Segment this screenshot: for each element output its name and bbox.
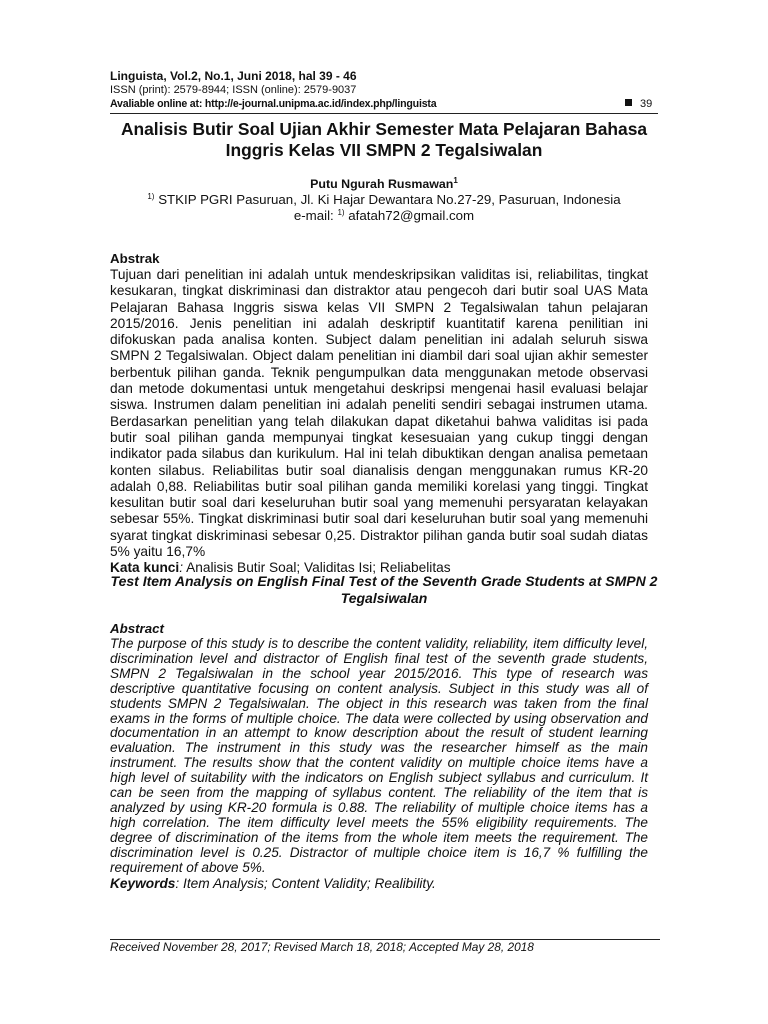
journal-online-url: Avaliable online at: http://e-journal.unipma.ac.id/index.php/linguista — [110, 98, 437, 110]
email-superscript: 1) — [337, 208, 345, 217]
affiliation-line — [110, 192, 658, 208]
email-address: afatah72@gmail.com — [348, 208, 475, 223]
journal-citation: Linguista, Vol.2, No.1, Juni 2018, hal 39 - 46 — [110, 69, 357, 83]
abstrak-body: Tujuan dari penelitian ini adalah untuk mendeskripsikan validitas isi, reliabilitas, tingkat kesukaran, tingkat diskriminasi dan distraktor atau pengecoh dari butir soal UAS Mata Pelajaran Bahasa Inggris siswa kelas VII SMPN 2 Tegalsiwalan tahun pelajaran 2015/2016. Jenis penelitian ini adalah deskriptif kuantitatif karena penilitian ini difokuskan pada analisa konten. Subject dalam penelitian ini adalah seluruh siswa SMPN 2 Tegalsiwalan. Object dalam penelitian ini diambil dari soal ujian akhir semester berbentuk pilihan ganda. Teknik pengumpulkan data menggunakan metode observasi dan metode dokumentasi untuk mengetahui deskripsi mengenai hasil evaluasi belajar siswa. Instrumen dalam penelitian ini adalah peneliti sendiri sebagai instrumen utama. Berdasarkan penelitian yang telah dilakukan dapat diketahui bahwa validitas isi pada butir soal pilihan ganda mempunyai tingkat kesesuaian yang cukup tinggi dengan indikator pada silabus dan kurikulum. Hal ini telah dibuktikan dengan analisa pemetaan konten silabus. Reliabilitas butir soal dianalisis dengan menggunakan rumus KR-20 adalah 0,88. Reliabilitas butir soal pilihan ganda memiliki korelasi yang tinggi. Tingkat kesulitan butir soal dari keseluruhan butir soal yang memenuhi persyaratan kelayakan sebesar 55%. Tingkat diskriminasi butir soal dari keseluruhan butir soal yang memenuhi syarat tingkat diskriminasi sebesar 0,25. Distraktor pilihan ganda butir soal sudah diatas 5% yaitu 16,7% — [110, 267, 648, 560]
abstract-section — [110, 621, 648, 892]
keywords-line — [110, 876, 648, 892]
keywords-values: : Item Analysis; Content Validity; Realibility. — [175, 875, 436, 891]
received-history: Received November 28, 2017; Revised March 18, 2018; Accepted May 28, 2018 — [110, 940, 534, 954]
email-line — [110, 208, 658, 224]
page-number-value: 39 — [640, 98, 653, 110]
english-title: Test Item Analysis on English Final Test of the Seventh Grade Students at SMPN 2 Tegalsiwalan — [110, 573, 658, 606]
journal-issn: ISSN (print): 2579-8944; ISSN (online): 2579-9037 — [110, 84, 357, 96]
email-label: e-mail: — [293, 208, 334, 223]
abstrak-section — [110, 251, 648, 577]
article-title: Analisis Butir Soal Ujian Akhir Semester Mata Pelajaran Bahasa Inggris Kelas VII SMPN 2 Tegalsiwalan — [120, 119, 648, 160]
square-bullet-icon — [625, 99, 632, 106]
author-superscript: 1 — [453, 176, 458, 185]
kata-kunci-label: Kata kunci — [110, 560, 180, 576]
abstract-heading: Abstract — [110, 621, 164, 636]
page-number — [625, 98, 652, 111]
header-rule — [110, 113, 658, 114]
affiliation-superscript: 1) — [147, 192, 155, 201]
author-name: Putu Ngurah Rusmawan — [310, 177, 454, 191]
kata-kunci-separator: : — [179, 560, 184, 576]
keywords-label: Keywords — [110, 875, 176, 891]
kata-kunci-values: Analisis Butir Soal; Validitas Isi; Reliabelitas — [183, 560, 451, 576]
abstract-body: The purpose of this study is to describe the content validity, reliability, item difficulty level, discrimination level and distractor of English final test of the seventh grade students, SMPN 2 Tegalsiwalan in the school year 2015/2016. This type of research was descriptive quantitative focusing on content analysis. Subject in this study was all of students SMPN 2 Tegalsiwalan. The object in this research was taken from the final exams in the forms of multiple choice. The data were collected by using observation and documentation in an attempt to know description about the result of student learning evaluation. The instrument in this study was the researcher himself as the main instrument. The results show that the content validity on multiple choice items have a high level of suitability with the indicators on English subject syllabus and curriculum. It can be seen from the mapping of syllabus content. The reliability of the item that is analyzed by using KR-20 formula is 0.88. The reliability of multiple choice items has a high correlation. The item difficulty level meets the 55% eligibility requirements. The degree of discrimination of the items from the whole item meets the requirement. The discrimination level is 0.25. Distractor of multiple choice item is 16,7 % fulfilling the requirement of above 5%. — [110, 636, 648, 875]
author-line — [110, 177, 658, 192]
affiliation: STKIP PGRI Pasuruan, Jl. Ki Hajar Dewantara No.27-29, Pasuruan, Indonesia — [158, 192, 621, 207]
abstrak-heading: Abstrak — [110, 251, 160, 266]
running-header — [110, 69, 658, 111]
